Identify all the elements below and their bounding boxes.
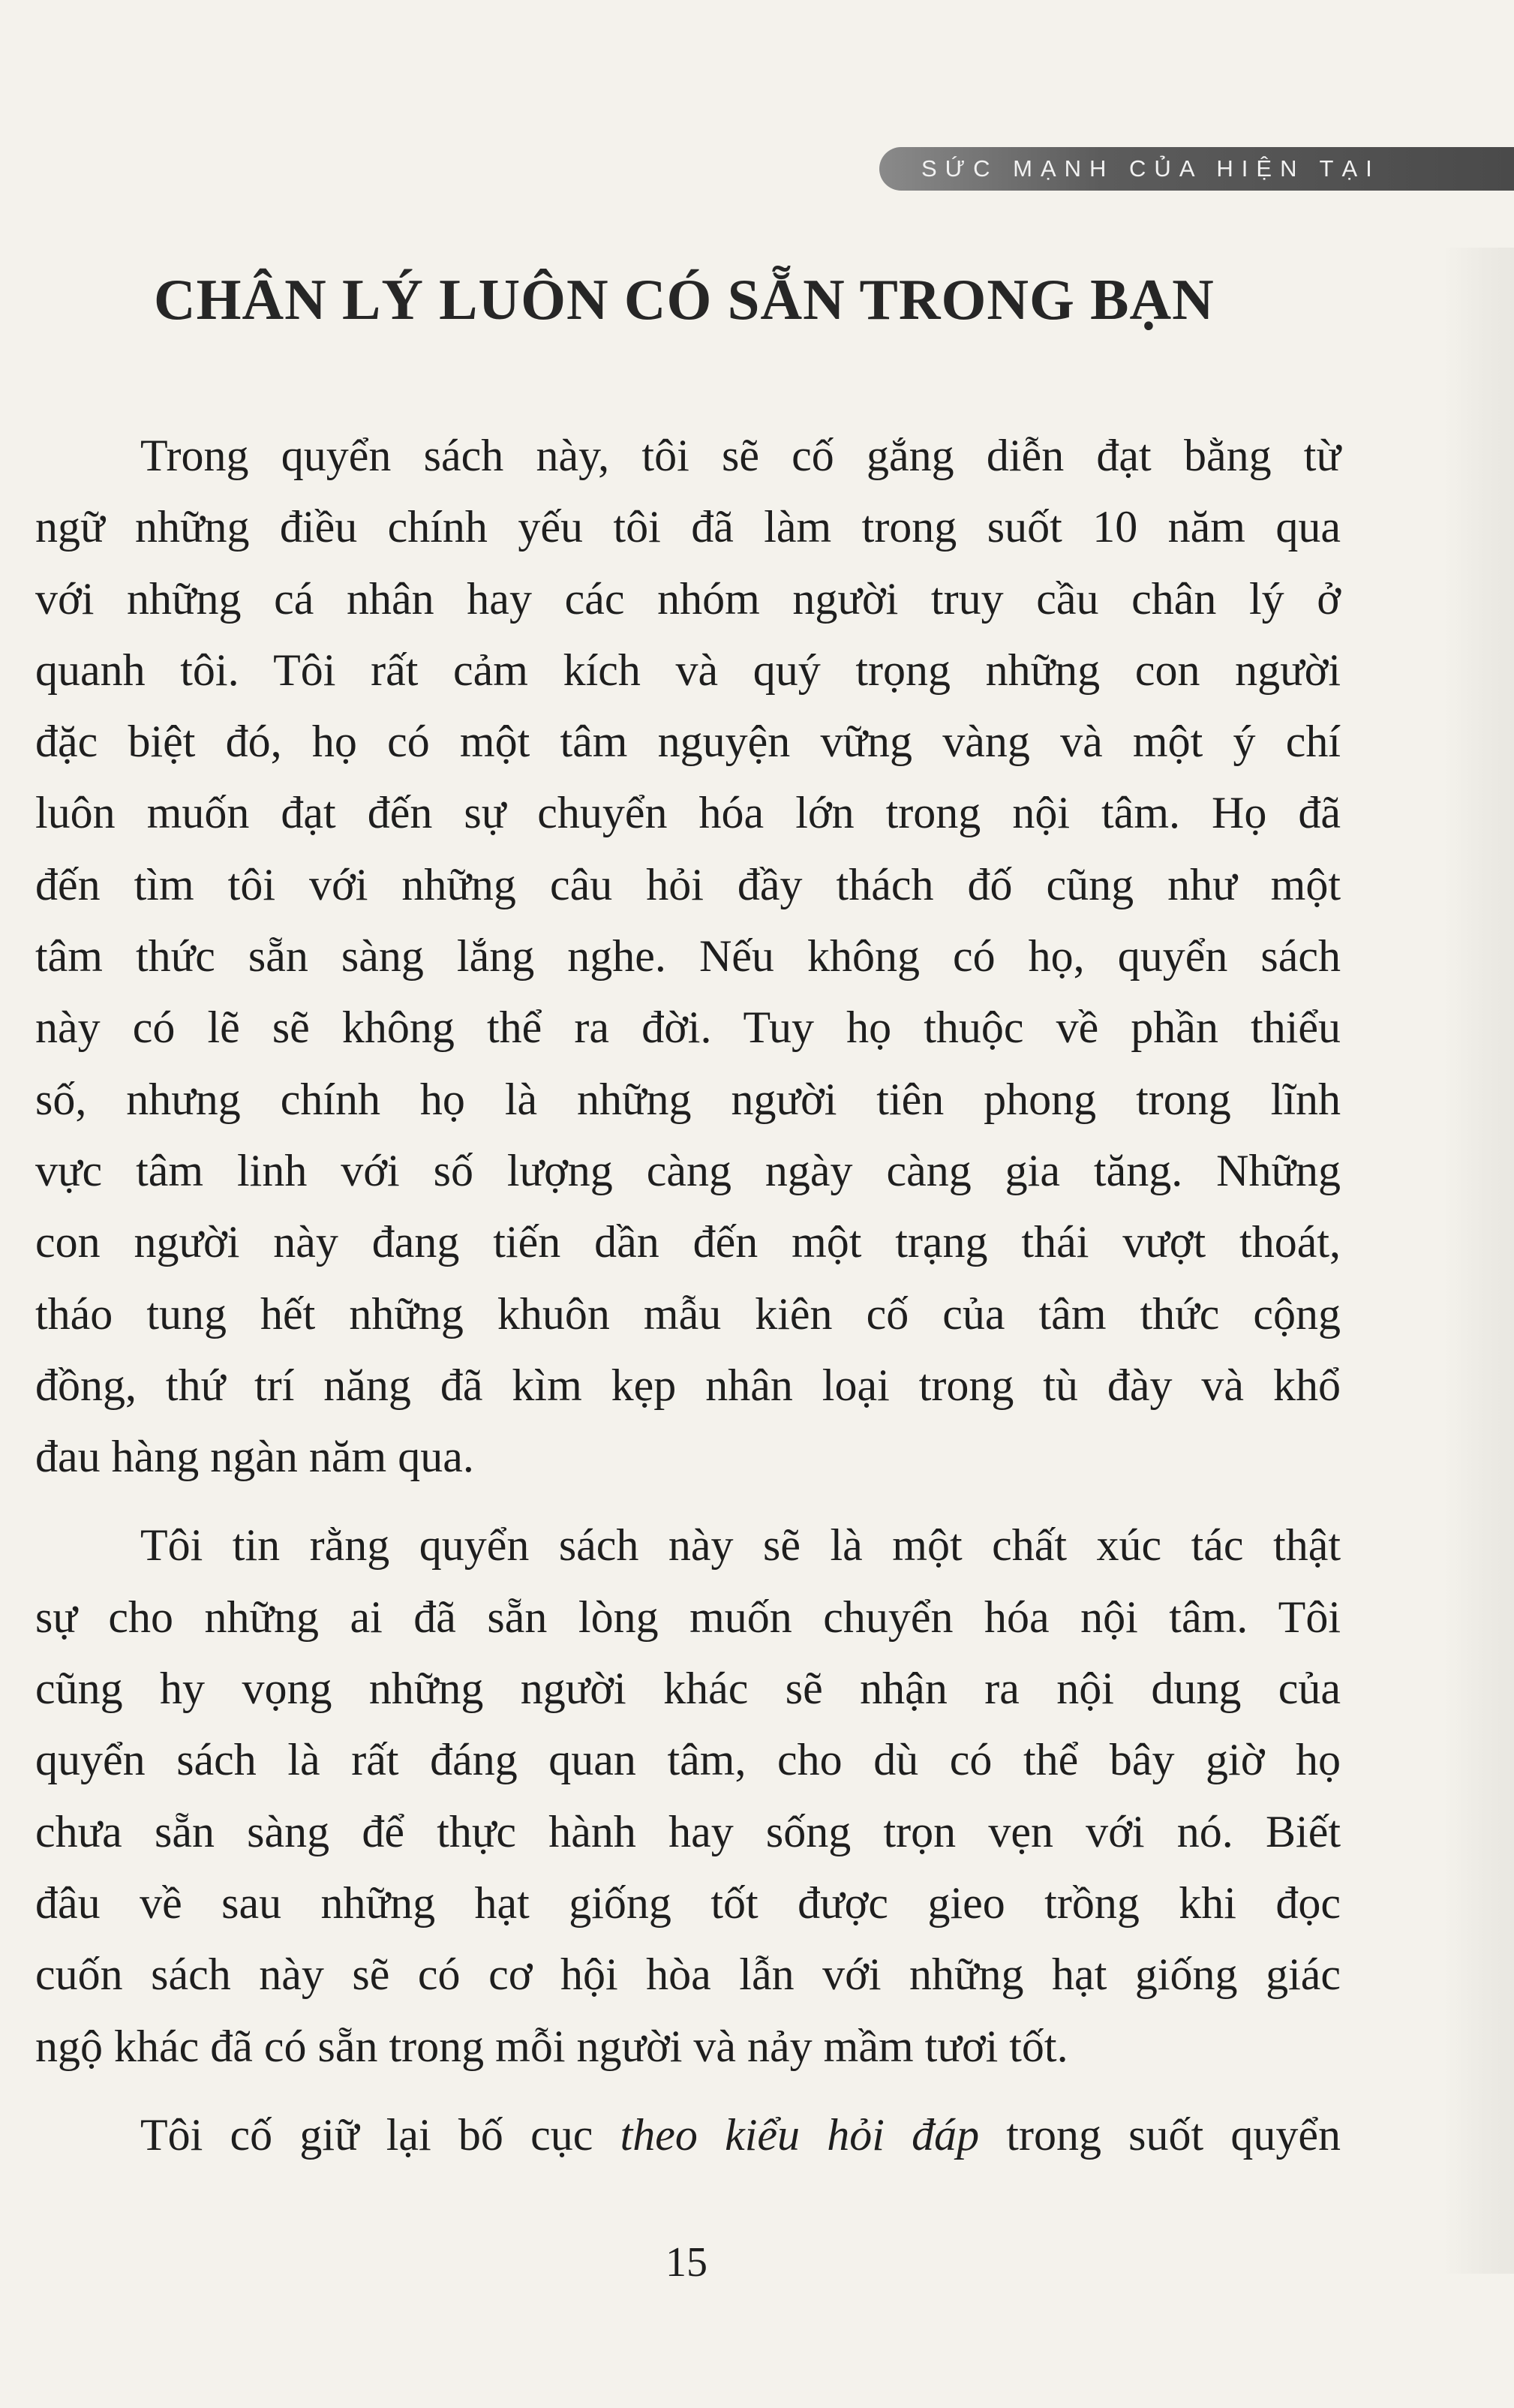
text-line: chưa sẵn sàng để thực hành hay sống trọn vẹn với nó. Biết [35,1806,1341,1856]
text-line: số, nhưng chính họ là những người tiên phong trong lĩnh [35,1074,1341,1124]
text-line: cuốn sách này sẽ có cơ hội hòa lẫn với những hạt giống giác [35,1950,1341,2000]
text-line: Tôi tin rằng quyển sách này sẽ là một chất xúc tác thật [140,1520,1341,1571]
paragraph-1 [35,420,1341,1493]
paragraph-3 [35,2100,1341,2171]
page-number: 15 [665,2239,707,2286]
italic-phrase: theo kiểu hỏi đáp [620,2109,980,2160]
text-line: ngữ những điều chính yếu tôi đã làm trong suốt 10 năm qua [35,502,1341,552]
bleed-through-shadow [1443,248,1514,2274]
body-text [35,420,1341,2171]
text-line: luôn muốn đạt đến sự chuyển hóa lớn trong nội tâm. Họ đã [35,788,1341,838]
text-line: tháo tung hết những khuôn mẫu kiên cố của tâm thức cộng [35,1288,1341,1339]
chapter-title: CHÂN LÝ LUÔN CÓ SẴN TRONG BẠN [154,267,1215,332]
paragraph-2 [35,1510,1341,2082]
text-line: đồng, thứ trí năng đã kìm kẹp nhân loại trong tù đày và khổ [35,1360,1341,1410]
text-line: này có lẽ sẽ không thể ra đời. Tuy họ thuộc về phần thiểu [35,1003,1341,1053]
text-line: với những cá nhân hay các nhóm người truy cầu chân lý ở [35,573,1341,624]
text-line: ngộ khác đã có sẵn trong mỗi người và nảy mầm tươi tốt. [35,2021,1068,2071]
text-line: con người này đang tiến dần đến một trạng thái vượt thoát, [35,1217,1341,1267]
running-header-tab [879,147,1514,191]
text-line: Trong quyển sách này, tôi sẽ cố gắng diễn đạt bằng từ [140,431,1341,480]
text-line: đâu về sau những hạt giống tốt được gieo trồng khi đọc [35,1877,1341,1928]
text-line: sự cho những ai đã sẵn lòng muốn chuyển hóa nội tâm. Tôi [35,1592,1341,1642]
text-line: tâm thức sẵn sàng lắng nghe. Nếu không có họ, quyển sách [35,931,1341,982]
text-line: cũng hy vọng những người khác sẽ nhận ra nội dung của [35,1664,1341,1714]
text-line: đau hàng ngàn năm qua. [35,1432,474,1482]
text-line: đến tìm tôi với những câu hỏi đầy thách đố cũng như một [35,859,1341,909]
text-line: vực tâm linh với số lượng càng ngày càng gia tăng. Những [35,1145,1341,1195]
text-line-with-italic: Tôi cố giữ lại bố cục theo kiểu hỏi đáp trong suốt quyển [140,2109,1341,2160]
text-line: đặc biệt đó, họ có một tâm nguyện vững vàng và một ý chí [35,717,1341,767]
text-line: quyển sách là rất đáng quan tâm, cho dù có thể bây giờ họ [35,1735,1341,1785]
running-header-text: SỨC MẠNH CỦA HIỆN TẠI [921,155,1380,182]
text-line: quanh tôi. Tôi rất cảm kích và quý trọng những con người [35,645,1341,695]
